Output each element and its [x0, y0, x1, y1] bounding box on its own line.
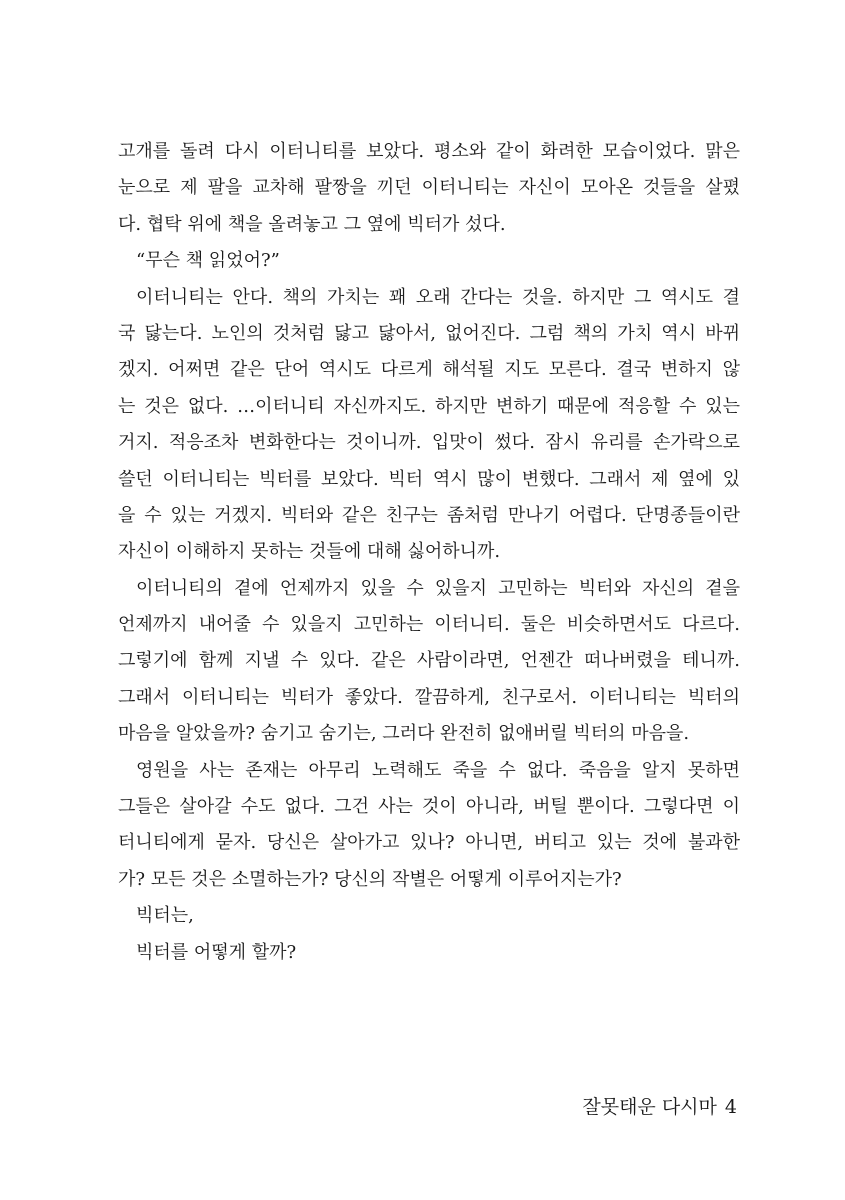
- text-line: 가? 모든 것은 소멸하는가? 당신의 작별은 어떻게 이루어지는가?: [118, 868, 622, 890]
- text-line: 그렇기에 함께 지낼 수 있다. 같은 사람이라면, 언젠간 떠나버렸을 테니까.: [118, 650, 740, 672]
- text-line: 거지. 적응조차 변화한다는 것이니까. 입맛이 썼다. 잠시 유리를 손가락으로: [118, 432, 740, 454]
- text-line: 영원을 사는 존재는 아무리 노력해도 죽을 수 없다. 죽음을 알지 못하면: [136, 759, 740, 781]
- text-line: 자신이 이해하지 못하는 것들에 대해 싫어하니까.: [118, 541, 501, 563]
- text-line: 이터니티의 곁에 언제까지 있을 수 있을지 고민하는 빅터와 자신의 곁을: [136, 577, 740, 599]
- text-line: 눈으로 제 팔을 교차해 팔짱을 끼던 이터니티는 자신이 모아온 것들을 살폈: [118, 177, 740, 199]
- text-line: 을 수 있는 거겠지. 빅터와 같은 친구는 좀처럼 만나기 어렵다. 단명종들이란: [118, 504, 740, 526]
- page-footer: [582, 1092, 737, 1122]
- text-line: 는 것은 없다. …이터니티 자신까지도. 하지만 변하기 때문에 적응할 수 있는: [118, 395, 740, 417]
- text-line: 빅터는,: [136, 905, 194, 927]
- text-line: 고개를 돌려 다시 이터니티를 보았다. 평소와 같이 화려한 모습이었다. 맑은: [118, 141, 740, 162]
- body-text: [118, 134, 740, 971]
- running-title: 잘못태운 다시마: [582, 1096, 717, 1118]
- text-line: 이터니티는 안다. 책의 가치는 꽤 오래 간다는 것을. 하지만 그 역시도 결: [136, 286, 740, 308]
- page-number: 4: [724, 1096, 737, 1118]
- text-line: 마음을 알았을까? 숨기고 숨기는, 그러다 완전히 없애버릴 빅터의 마음을.: [118, 723, 690, 745]
- text-line: 빅터를 어떻게 할까?: [136, 941, 297, 963]
- text-line: 겠지. 어쩌면 같은 단어 역시도 다르게 해석될 지도 모른다. 결국 변하지 않: [118, 359, 740, 381]
- text-line: 터니티에게 묻자. 당신은 살아가고 있나? 아니면, 버티고 있는 것에 불과한: [118, 832, 740, 854]
- text-line: 쓸던 이터니티는 빅터를 보았다. 빅터 역시 많이 변했다. 그래서 제 옆에 있: [118, 468, 740, 490]
- text-line: 다. 협탁 위에 책을 올려놓고 그 옆에 빅터가 섰다.: [118, 213, 506, 235]
- text-line: 국 닳는다. 노인의 것처럼 닳고 닳아서, 없어진다. 그럼 책의 가치 역시 바뀌: [118, 322, 740, 344]
- text-line: 언제까지 내어줄 수 있을지 고민하는 이터니티. 둘은 비슷하면서도 다르다.: [118, 614, 740, 636]
- dialogue-line: “무슨 책 읽었어?”: [136, 250, 280, 272]
- text-line: 그들은 살아갈 수도 없다. 그건 사는 것이 아니라, 버틸 뿐이다. 그렇다면 이: [118, 796, 740, 818]
- text-line: 그래서 이터니티는 빅터가 좋았다. 깔끔하게, 친구로서. 이터니티는 빅터의: [118, 686, 740, 708]
